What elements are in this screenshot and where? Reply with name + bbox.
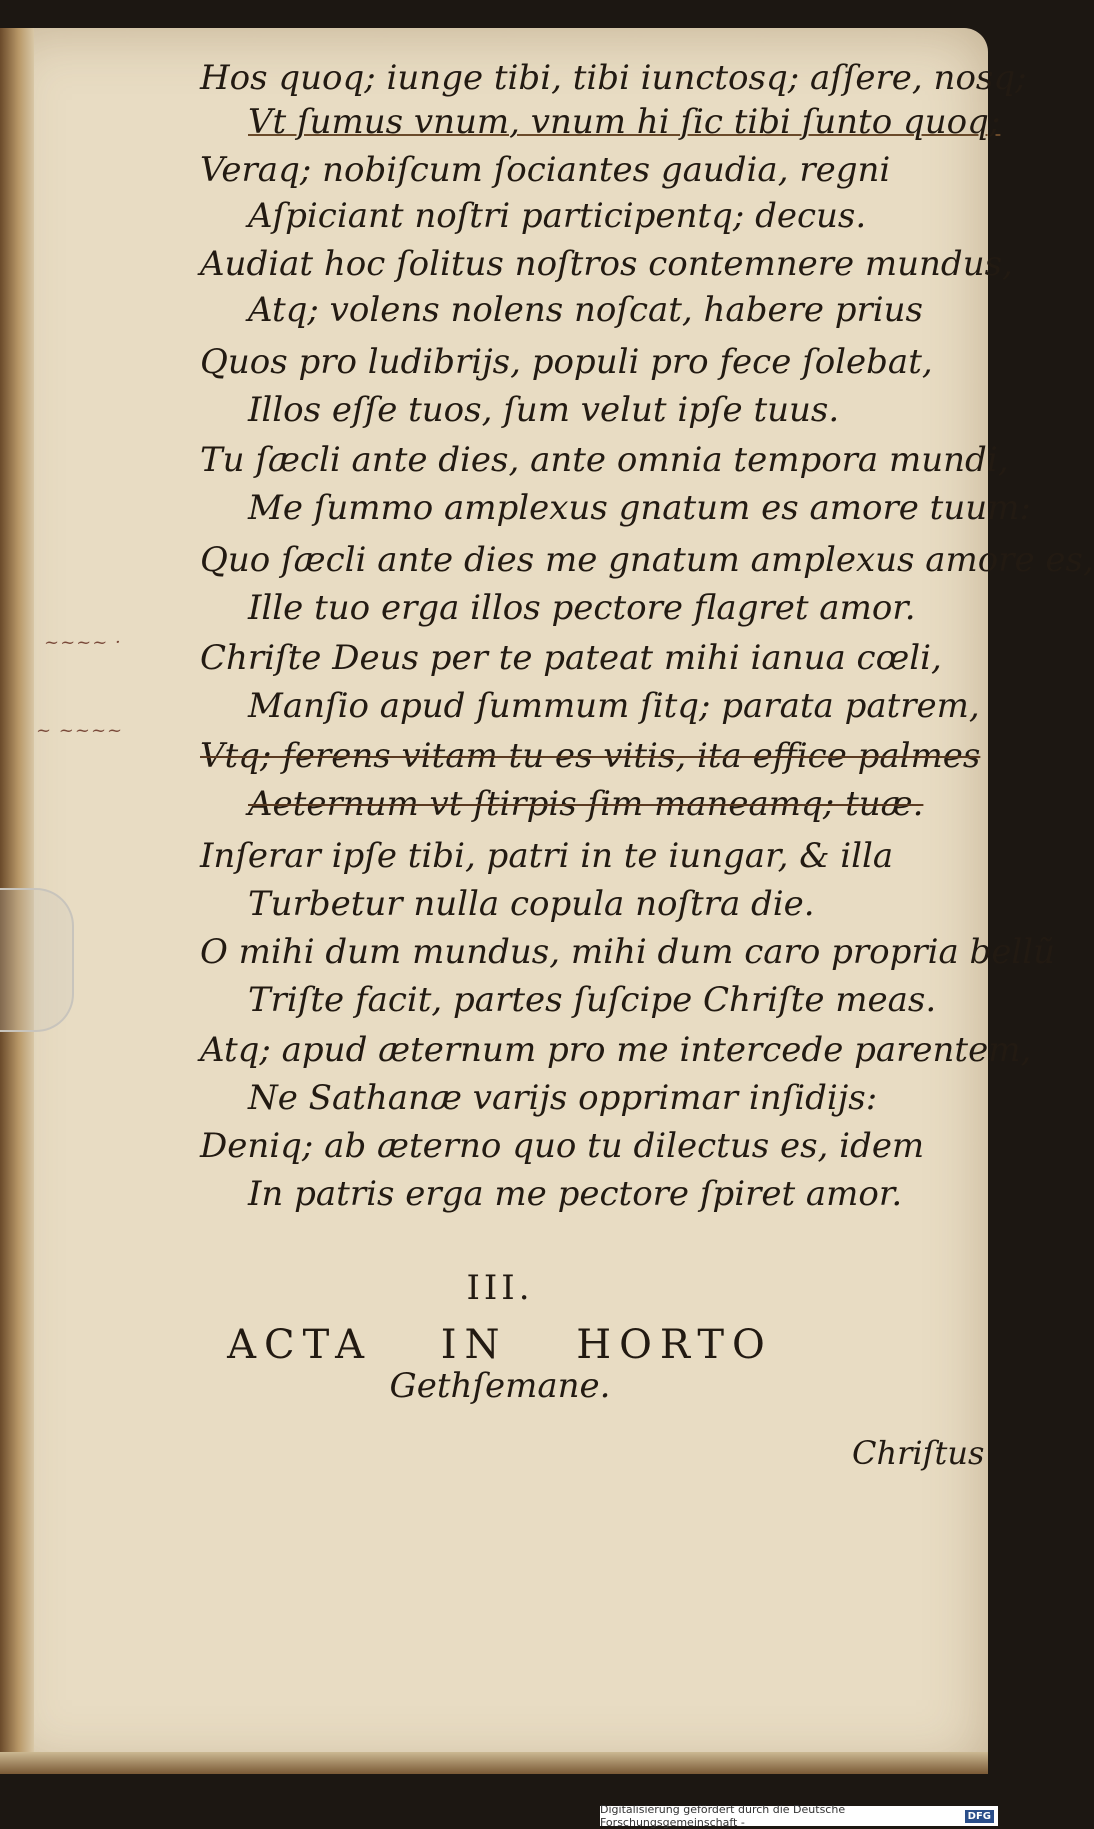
footer-text: Digitalisierung gefördert durch die Deutsche Forschungsgemeinschaft - <box>600 1803 846 1829</box>
verse-line-2: Vt ſumus vnum, vnum hi ſic tibi ſunto quoq; <box>248 102 1001 142</box>
verse-line-6: Atq; volens nolens noſcat, habere prius <box>248 290 924 330</box>
verse-line-7: Quos pro ludibrijs, populi pro fece ſolebat, <box>200 342 933 382</box>
verse-line-9: Tu ſæcli ante dies, ante omnia tempora mundi, <box>200 440 1009 480</box>
verse-line-5: Audiat hoc ſolitus noſtros contemnere mundus, <box>200 244 1013 284</box>
verse-line-16: Aeternum vt ſtirpis ſim maneamq; tuæ. <box>248 784 924 824</box>
margin-annotation-2: ~ ~~~~ <box>36 720 124 741</box>
verse-line-11: Quo ſæcli ante dies me gnatum amplexus amore es, <box>200 540 1094 580</box>
catchword: Chriſtus <box>852 1434 985 1472</box>
verse-line-13: Chriſte Deus per te pateat mihi ianua cœli, <box>200 638 942 678</box>
verse-line-10: Me ſummo amplexus gnatum es amore tuum: <box>248 488 1031 528</box>
verse-line-3: Veraq; nobiſcum ſociantes gaudia, regni <box>200 150 891 190</box>
page-bottom-edge <box>0 1752 988 1774</box>
digitization-footer <box>600 1803 998 1829</box>
verse-line-20: Triſte facit, partes ſuſcipe Chriſte meas. <box>248 980 937 1020</box>
verse-line-1: Hos quoq; iunge tibi, tibi iunctosq; aſſere, nosq; <box>200 58 1027 98</box>
section-title: ACTA IN HORTO <box>227 1322 773 1368</box>
verse-line-24: In patris erga me pectore ſpiret amor. <box>248 1174 903 1214</box>
verse-line-23: Deniq; ab æterno quo tu dilectus es, idem <box>200 1126 925 1166</box>
section-number: III. <box>466 1268 534 1308</box>
verse-line-12: Ille tuo erga illos pectore flagret amor. <box>248 588 916 628</box>
verse-line-15: Vtq; ferens vitam tu es vitis, ita effice palmes <box>200 736 981 776</box>
verse-line-17: Inſerar ipſe tibi, patri in te iungar, & illa <box>200 836 894 876</box>
dfg-logo: DFG <box>965 1810 994 1823</box>
margin-annotation-1: ~~~~ · <box>44 632 122 653</box>
verse-line-19: O mihi dum mundus, mihi dum caro propria bellũ <box>200 932 1056 972</box>
page-clip <box>0 888 74 1032</box>
verse-line-4: Aſpiciant noſtri participentq; decus. <box>248 196 867 236</box>
verse-line-22: Ne Sathanæ varijs opprimar inſidijs: <box>248 1078 878 1118</box>
verse-line-14: Manſio apud ſummum ſitq; parata patrem, <box>248 686 980 726</box>
verse-line-21: Atq; apud æternum pro me intercede parentem, <box>200 1030 1032 1070</box>
verse-line-8: Illos eſſe tuos, ſum velut ipſe tuus. <box>248 390 840 430</box>
verse-line-18: Turbetur nulla copula noſtra die. <box>248 884 815 924</box>
section-subtitle: Gethſemane. <box>389 1366 611 1406</box>
